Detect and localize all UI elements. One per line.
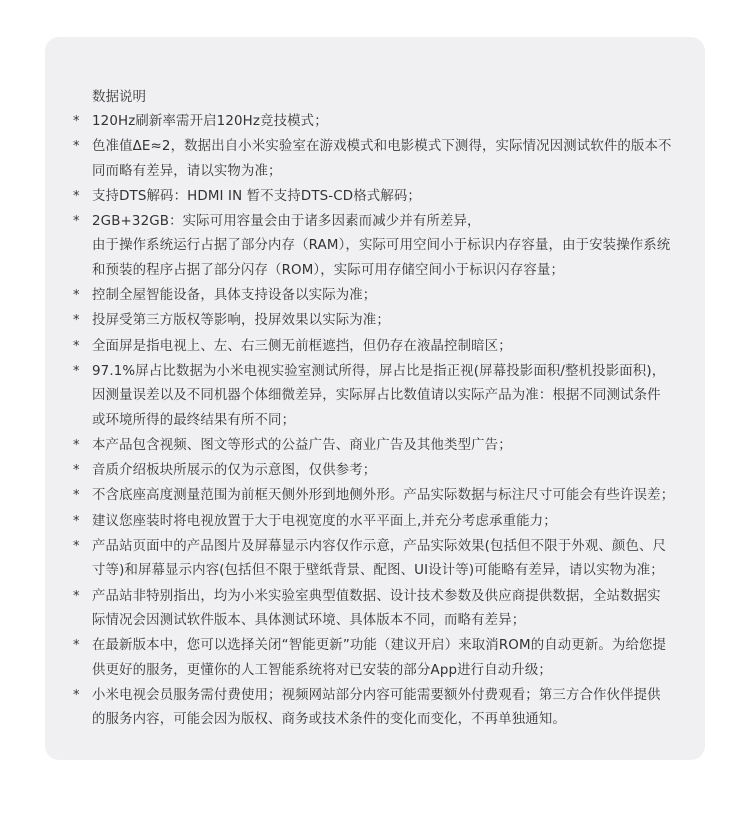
note-line: 或环境所得的最终结果有所不同；: [92, 412, 296, 428]
bullet-star: *: [73, 638, 80, 654]
note-item: [73, 684, 693, 733]
note-line: 音质介绍板块所展示的仅为示意图，仅供参考；: [92, 463, 377, 479]
note-text: [92, 684, 693, 733]
bullet-star: *: [73, 139, 80, 155]
note-text: [92, 434, 693, 458]
bullet-star: *: [73, 588, 80, 604]
note-line: 本产品包含视频、图文等形式的公益广告、商业广告及其他类型广告；: [92, 437, 512, 453]
bullet-star: *: [73, 463, 80, 479]
note-item: [73, 135, 693, 184]
note-line: 同而略有差异，请以实物为准；: [92, 163, 282, 179]
note-line: 不含底座高度测量范围为前框天侧外形到地侧外形。产品实际数据与标注尺寸可能会有些许误差；: [92, 488, 675, 504]
note-line: 全面屏是指电视上、左、右三侧无前框遮挡，但仍存在液晶控制暗区；: [92, 338, 512, 354]
note-text: [92, 210, 693, 283]
note-text: [92, 185, 693, 209]
note-text: [92, 484, 693, 508]
notes-list: [73, 110, 693, 733]
note-text: [92, 510, 693, 534]
bullet-star: *: [73, 539, 80, 555]
note-line: 供更好的服务，更懂你的人工智能系统将对已安装的部分App进行自动升级；: [92, 662, 552, 678]
note-text: [92, 535, 693, 584]
note-line: 控制全屋智能设备，具体支持设备以实际为准；: [92, 288, 377, 304]
bullet-star: *: [73, 437, 80, 453]
note-line: 97.1%屏占比数据为小米电视实验室测试所得，屏占比是指正视(屏幕投影面积/整机投影面积)，: [92, 363, 666, 379]
note-text: [92, 335, 693, 359]
note-item: [73, 185, 693, 209]
note-line: 小米电视会员服务需付费使用；视频网站部分内容可能需要额外付费观看；第三方合作伙伴提供: [92, 687, 661, 703]
note-line: 建议您座装时将电视放置于大于电视宽度的水平平面上,并充分考虑承重能力；: [92, 513, 557, 529]
note-line: 色准值ΔE≈2，数据出自小米实验室在游戏模式和电影模式下测得，实际情况因测试软件的版本不: [92, 139, 672, 155]
bullet-star: *: [73, 513, 80, 529]
note-line: 在最新版本中，您可以选择关闭“智能更新”功能（建议开启）来取消ROM的自动更新。为给您提: [92, 638, 667, 654]
note-text: [92, 634, 693, 683]
note-item: [73, 335, 693, 359]
note-line: 因测量误差以及不同机器个体细微差异，实际屏占比数值请以实际产品为准：根据不同测试条件: [92, 388, 661, 404]
note-item: [73, 510, 693, 534]
note-text: [92, 284, 693, 308]
bullet-star: *: [73, 214, 80, 230]
note-line: 120Hz刷新率需开启120Hz竞技模式；: [92, 114, 328, 129]
note-text: [92, 135, 693, 184]
note-line: 寸等)和屏幕显示内容(包括但不限于壁纸背景、配图、UI设计等)可能略有差异，请以实物为准；: [92, 563, 664, 579]
note-line: 投屏受第三方版权等影响，投屏效果以实际为准；: [92, 313, 390, 329]
bullet-star: *: [73, 188, 80, 204]
note-text: [92, 585, 693, 634]
note-item: [73, 585, 693, 634]
bullet-star: *: [73, 363, 80, 379]
note-line: 和预装的程序占据了部分闪存（ROM），实际可用存储空间小于标识闪存容量；: [92, 262, 564, 278]
notes-title: 数据说明: [92, 89, 146, 105]
note-line: 产品站非特别指出，均为小米实验室典型值数据、设计技术参数及供应商提供数据，全站数据实: [92, 588, 661, 604]
note-text: [92, 360, 693, 433]
bullet-star: *: [73, 313, 80, 329]
note-item: [73, 434, 693, 458]
bullet-star: *: [73, 338, 80, 354]
note-item: [73, 284, 693, 308]
note-line: 支持DTS解码：HDMI IN 暂不支持DTS-CD格式解码；: [92, 188, 421, 204]
note-item: [73, 535, 693, 584]
note-item: [73, 484, 693, 508]
note-item: [73, 210, 693, 283]
bullet-star: *: [73, 114, 80, 129]
note-item: [73, 110, 693, 134]
bullet-star: *: [73, 488, 80, 504]
note-text: [92, 110, 693, 134]
bullet-star: *: [73, 687, 80, 703]
note-item: [73, 360, 693, 433]
note-text: [92, 459, 693, 483]
note-text: [92, 309, 693, 333]
note-line: 产品站页面中的产品图片及屏幕显示内容仅作示意，产品实际效果(包括但不限于外观、颜色、尺: [92, 539, 667, 555]
note-item: [73, 459, 693, 483]
note-item: [73, 634, 693, 683]
note-line: 2GB+32GB：实际可用容量会由于诸多因素而减少并有所差异，: [92, 214, 481, 230]
note-line: 际情况会因测试软件版本、具体测试环境、具体版本不同，而略有差异；: [92, 612, 526, 628]
note-item: [73, 309, 693, 333]
note-line: 的服务内容，可能会因为版权、商务或技术条件的变化而变化，不再单独通知。: [92, 712, 566, 728]
bullet-star: *: [73, 288, 80, 304]
note-line: 由于操作系统运行占据了部分内存（RAM），实际可用空间小于标识内存容量，由于安装操作系统: [92, 238, 671, 254]
